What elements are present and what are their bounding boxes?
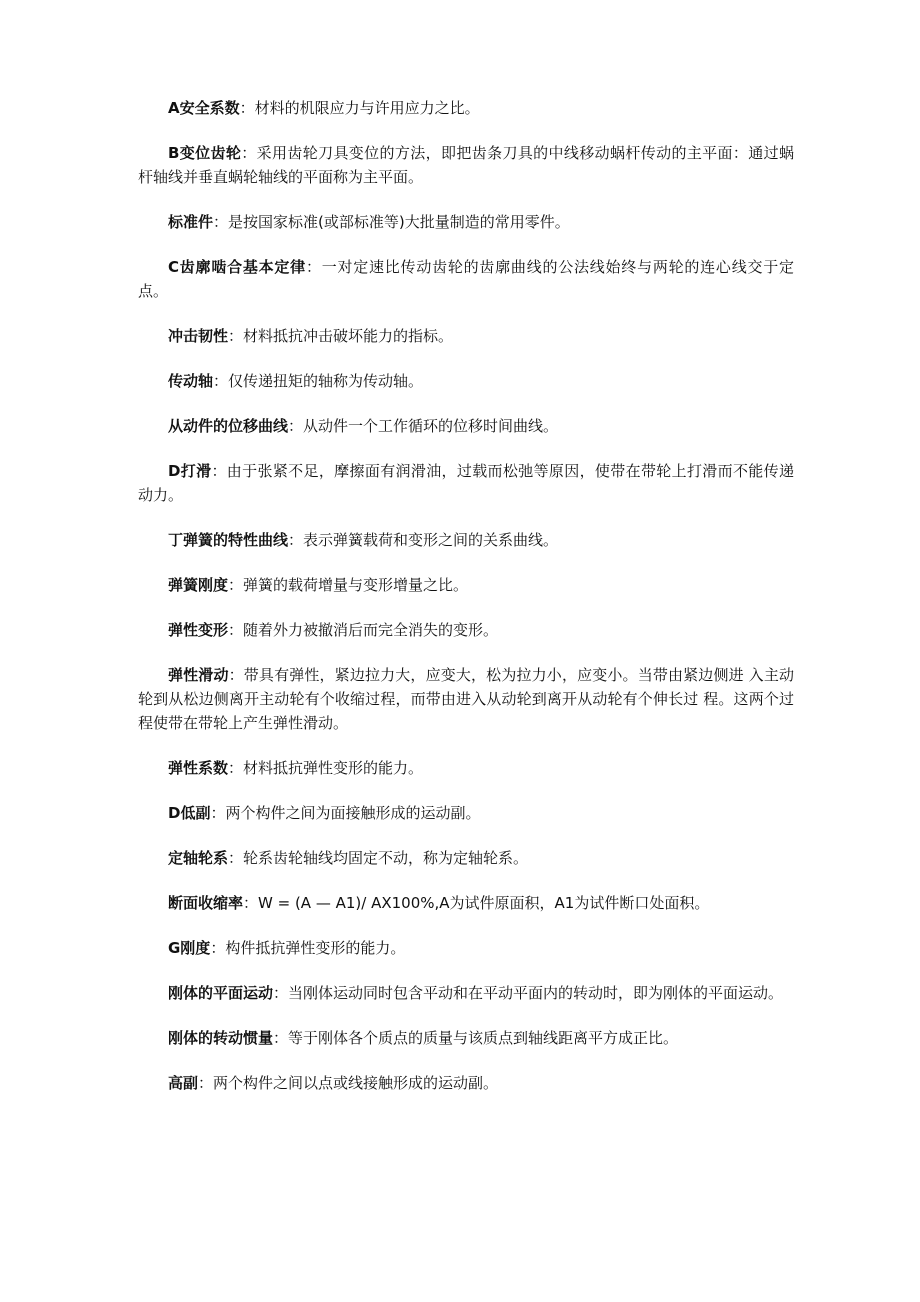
entry-term: 弹簧刚度 xyxy=(168,576,229,594)
entry-term: 弹性变形 xyxy=(168,621,229,639)
entry-term: 定轴轮系 xyxy=(168,849,229,867)
entry-term: 丁弹簧的特性曲线 xyxy=(168,531,289,549)
entry-definition: ：当刚体运动同时包含平动和在平动平面内的转动时，即为刚体的平面运动。 xyxy=(273,984,784,1002)
entry-definition: ：两个构件之间以点或线接触形成的运动副。 xyxy=(198,1074,499,1092)
entry-definition: ：采用齿轮刀具变位的方法，即把齿条刀具的中线移动蜗杆传动的主平面：通过蜗杆轴线并垂直蜗轮轴线的平面称为主平面。 xyxy=(138,144,794,186)
glossary-entry xyxy=(138,414,794,438)
entry-definition: ：材料的机限应力与许用应力之比。 xyxy=(239,99,480,117)
entry-term: 弹性滑动 xyxy=(168,666,229,684)
glossary-entry xyxy=(138,846,794,870)
glossary-entry xyxy=(138,324,794,348)
glossary-content xyxy=(138,96,794,1116)
entry-term: 从动件的位移曲线 xyxy=(168,417,289,435)
entry-term: 传动轴 xyxy=(168,372,214,390)
glossary-entry xyxy=(138,936,794,960)
entry-definition: ：仅传递扭矩的轴称为传动轴。 xyxy=(213,372,424,390)
glossary-entry xyxy=(138,459,794,507)
entry-definition: ：等于刚体各个质点的质量与该质点到轴线距离平方成正比。 xyxy=(273,1029,679,1047)
entry-term: B变位齿轮 xyxy=(168,144,242,162)
entry-definition: ：材料抵抗弹性变形的能力。 xyxy=(228,759,424,777)
glossary-entry xyxy=(138,1026,794,1050)
entry-definition: ：带具有弹性，紧边拉力大，应变大，松为拉力小，应变小。当带由紧边侧进 入主动轮到从松边侧离开主动轮有个收缩过程，而带由进入从动轮到离开从动轮有个伸长过 程。这两个过程使带在带轮上产生弹性滑动。 xyxy=(138,666,794,732)
glossary-entry xyxy=(138,573,794,597)
entry-term: 高副 xyxy=(168,1074,199,1092)
entry-definition: ：构件抵抗弹性变形的能力。 xyxy=(210,939,406,957)
glossary-entry xyxy=(138,891,794,915)
entry-term: D低副 xyxy=(168,804,211,822)
entry-term: 标准件 xyxy=(168,213,214,231)
entry-term: 冲击韧性 xyxy=(168,327,229,345)
glossary-entry xyxy=(138,210,794,234)
entry-definition: ：W = (A — A1)/ AX100%,A为试件原面积，A1为试件断口处面积。 xyxy=(243,894,710,912)
glossary-entry xyxy=(138,141,794,189)
entry-definition: ：材料抵抗冲击破坏能力的指标。 xyxy=(228,327,454,345)
glossary-entry xyxy=(138,96,794,120)
glossary-entry xyxy=(138,756,794,780)
entry-definition: ：弹簧的载荷增量与变形增量之比。 xyxy=(228,576,469,594)
glossary-entry xyxy=(138,801,794,825)
entry-term: G刚度 xyxy=(168,939,211,957)
entry-definition: ：由于张紧不足，摩擦面有润滑油，过载而松弛等原因，使带在带轮上打滑而不能传递动力。 xyxy=(138,462,794,504)
entry-term: 刚体的平面运动 xyxy=(168,984,274,1002)
glossary-entry xyxy=(138,1071,794,1095)
glossary-entry xyxy=(138,255,794,303)
entry-definition: ：轮系齿轮轴线均固定不动，称为定轴轮系。 xyxy=(228,849,529,867)
entry-definition: ：是按国家标准(或部标准等)大批量制造的常用零件。 xyxy=(213,213,570,231)
glossary-entry xyxy=(138,369,794,393)
glossary-entry xyxy=(138,528,794,552)
glossary-entry xyxy=(138,618,794,642)
entry-term: C齿廓啮合基本定律 xyxy=(168,258,306,276)
entry-definition: ：从动件一个工作循环的位移时间曲线。 xyxy=(288,417,559,435)
entry-term: 刚体的转动惯量 xyxy=(168,1029,274,1047)
entry-term: 弹性系数 xyxy=(168,759,229,777)
glossary-entry xyxy=(138,981,794,1005)
entry-term: A安全系数 xyxy=(168,99,240,117)
entry-definition: ：两个构件之间为面接触形成的运动副。 xyxy=(210,804,481,822)
entry-definition: ：随着外力被撤消后而完全消失的变形。 xyxy=(228,621,499,639)
glossary-entry xyxy=(138,663,794,735)
entry-definition: ：表示弹簧载荷和变形之间的关系曲线。 xyxy=(288,531,559,549)
entry-term: D打滑 xyxy=(168,462,212,480)
entry-term: 断面收缩率 xyxy=(168,894,244,912)
entry-definition: ：一对定速比传动齿轮的齿廓曲线的公法线始终与两轮的连心线交于定点。 xyxy=(138,258,794,300)
